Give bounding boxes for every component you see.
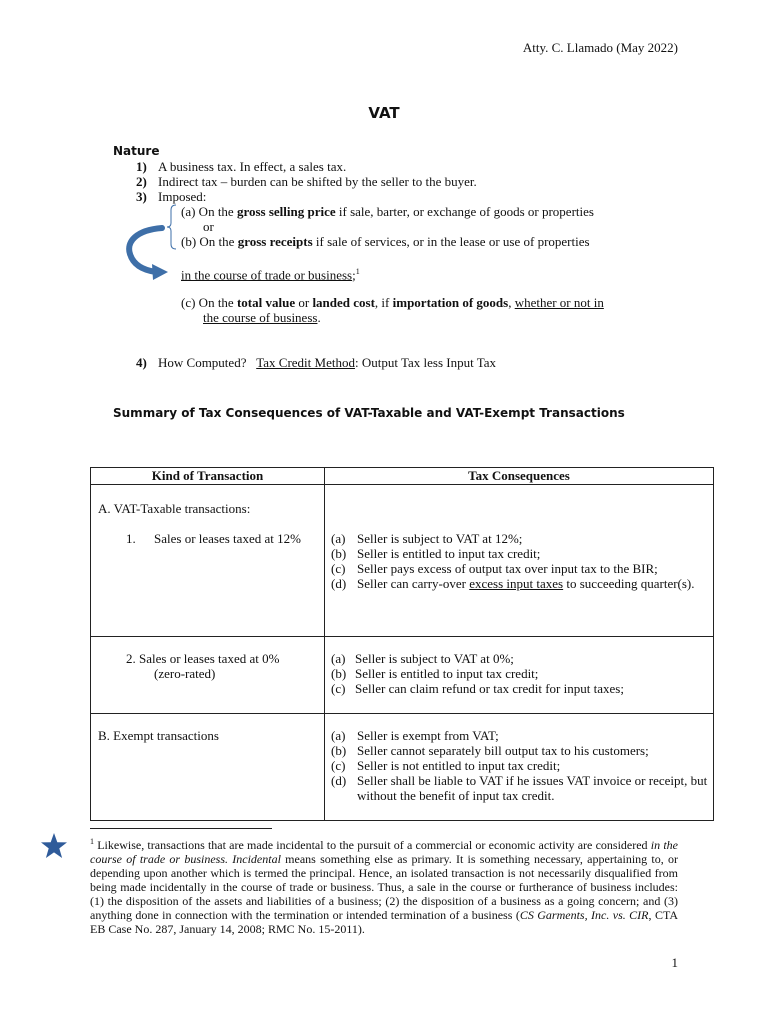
underlined-text: the course of business <box>203 310 318 325</box>
table-row <box>91 637 714 714</box>
list-item <box>331 743 713 758</box>
underlined-text: whether or not in <box>514 295 604 310</box>
page-title: VAT <box>368 104 400 122</box>
footnote-mark: 1 <box>90 837 94 846</box>
item-number: 4) <box>136 355 147 370</box>
list-item <box>331 576 713 591</box>
bold-text: importation of goods <box>392 295 509 310</box>
underlined-text: Tax Credit Method <box>256 355 355 370</box>
tax-consequences-table <box>90 467 714 821</box>
table-row <box>91 485 714 637</box>
row3-kind-text: B. Exempt transactions <box>98 728 219 743</box>
star-icon <box>40 832 68 860</box>
footnote-text: , CTA EB Case No. 287, January 14, 2008; RMC No. 15-2011). <box>90 908 678 936</box>
or-text: or <box>203 219 214 234</box>
text: to succeeding quarter(s). <box>563 576 695 591</box>
row1-kind-text: Sales or leases taxed at 12% <box>154 531 301 546</box>
item-text: Seller is entitled to input tax credit; <box>357 546 541 561</box>
item-text: Seller is exempt from VAT; <box>357 728 499 743</box>
item-number: 2) <box>136 174 147 189</box>
row2-consequence-list <box>331 651 713 696</box>
item-label: (a) <box>331 728 346 743</box>
footnote-divider <box>90 828 272 829</box>
footnote-ref: 1 <box>355 267 360 276</box>
imposed-item-c <box>181 295 604 310</box>
item-label: (b) <box>331 546 347 561</box>
list-item <box>331 728 713 743</box>
nature-item-1 <box>136 159 346 174</box>
bold-text: gross receipts <box>237 234 313 249</box>
item-text: Seller cannot separately bill output tax to his customers; <box>357 743 649 758</box>
table-header-row <box>91 468 714 485</box>
item-text: Imposed: <box>158 189 207 204</box>
list-item <box>331 681 713 696</box>
bold-text: gross selling price <box>236 204 336 219</box>
table-cell-consequences <box>325 485 714 637</box>
text: (c) On the <box>181 295 237 310</box>
item-text: Seller shall be liable to VAT if he issues VAT invoice or receipt, but without the benefit of input tax credit. <box>357 773 708 803</box>
item-label: (c) <box>331 561 346 576</box>
summary-heading: Summary of Tax Consequences of VAT-Taxable and VAT-Exempt Transactions <box>113 406 625 420</box>
imposed-item-a <box>181 204 594 219</box>
item-label: (a) <box>331 651 346 666</box>
list-item <box>331 773 713 803</box>
footnote-text: means something else as primary. It is something necessary, appertaining to, or depending upon another which is termed the principal. Hence, an isolated transaction is not necessarily disqualified from being made incidentally in the course of trade or business. Thus, a sale in the course or furtherance of business includes: (1) the disposition of the assets and liabilities of a business; (2) the disposition of a business as a going concern; and (3) anything done in connection with the termination or intended termination of a business ( <box>90 852 678 922</box>
bold-text: landed cost <box>312 295 375 310</box>
text: (a) On the <box>181 204 237 219</box>
item-label: (c) <box>331 758 346 773</box>
list-item <box>331 651 713 666</box>
row3-consequence-list <box>331 728 713 803</box>
text: , if <box>374 295 393 310</box>
list-item <box>331 561 713 576</box>
section-heading-nature: Nature <box>113 144 160 158</box>
item-label: (b) <box>331 743 347 758</box>
item-text: Seller pays excess of output tax over input tax to the BIR; <box>357 561 658 576</box>
text: . <box>317 310 321 325</box>
text: How Computed? <box>158 355 247 370</box>
column-header: Kind of Transaction <box>91 468 325 485</box>
item-label: (b) <box>331 666 347 681</box>
text: (b) On the <box>181 234 238 249</box>
nature-item-2 <box>136 174 477 189</box>
table-row <box>91 714 714 821</box>
curved-arrow-icon <box>122 204 182 280</box>
table-cell-kind <box>91 485 325 637</box>
imposed-item-b <box>181 234 590 249</box>
nature-item-4 <box>136 355 496 370</box>
footnote <box>90 835 678 936</box>
item-label: (a) <box>331 531 346 546</box>
table-cell-kind <box>91 637 325 714</box>
list-item <box>331 758 713 773</box>
footnote-italic: in the course of trade or business. Incidental <box>90 838 678 866</box>
item-label: (d) <box>331 576 347 591</box>
section-a-label: A. VAT-Taxable transactions: <box>98 501 251 516</box>
text: ; <box>352 267 356 283</box>
table-cell-consequences <box>325 714 714 821</box>
text: , <box>508 295 515 310</box>
list-item <box>331 531 713 546</box>
text: if sale, barter, or exchange of goods or properties <box>335 204 594 219</box>
item-number: 3) <box>136 189 147 204</box>
item-text: Seller is subject to VAT at 0%; <box>355 651 514 666</box>
text: if sale of services, or in the lease or use of properties <box>312 234 590 249</box>
page-number: 1 <box>671 955 678 970</box>
footnote-text: Likewise, transactions that are made incidental to the pursuit of a commercial or economic activity are considered <box>94 838 651 852</box>
table-cell-consequences <box>325 637 714 714</box>
item-text: Seller is entitled to input tax credit; <box>355 666 539 681</box>
row2-kind-text-2: (zero-rated) <box>154 666 216 681</box>
row1-number: 1. <box>126 531 136 546</box>
item-text <box>357 576 695 591</box>
course-of-trade-line <box>181 264 360 282</box>
item-text: Indirect tax – burden can be shifted by the seller to the buyer. <box>158 174 477 189</box>
row1-consequence-list <box>331 531 713 591</box>
table-cell-kind <box>91 714 325 821</box>
item-number: 1) <box>136 159 147 174</box>
column-header: Tax Consequences <box>325 468 714 485</box>
item-text: Seller can claim refund or tax credit for input taxes; <box>355 681 624 696</box>
item-text: A business tax. In effect, a sales tax. <box>158 159 347 174</box>
list-item <box>331 546 713 561</box>
row2-kind-text: 2. Sales or leases taxed at 0% <box>126 651 280 666</box>
text: : Output Tax less Input Tax <box>354 355 497 370</box>
bold-text: total value <box>236 295 296 310</box>
imposed-item-c-cont <box>203 310 321 325</box>
document-header: Atty. C. Llamado (May 2022) <box>522 40 678 55</box>
list-item <box>331 666 713 681</box>
nature-item-3 <box>136 189 206 204</box>
item-text: Seller is not entitled to input tax credit; <box>357 758 561 773</box>
item-label: (d) <box>331 773 347 788</box>
item-text: Seller is subject to VAT at 12%; <box>357 531 523 546</box>
underlined-text: in the course of trade or business <box>181 267 353 283</box>
underlined-text: excess input taxes <box>469 576 564 591</box>
footnote-italic: CS Garments, Inc. vs. CIR <box>519 908 649 922</box>
text: or <box>295 295 313 310</box>
item-label: (c) <box>331 681 346 696</box>
text: Seller can carry-over <box>357 576 470 591</box>
